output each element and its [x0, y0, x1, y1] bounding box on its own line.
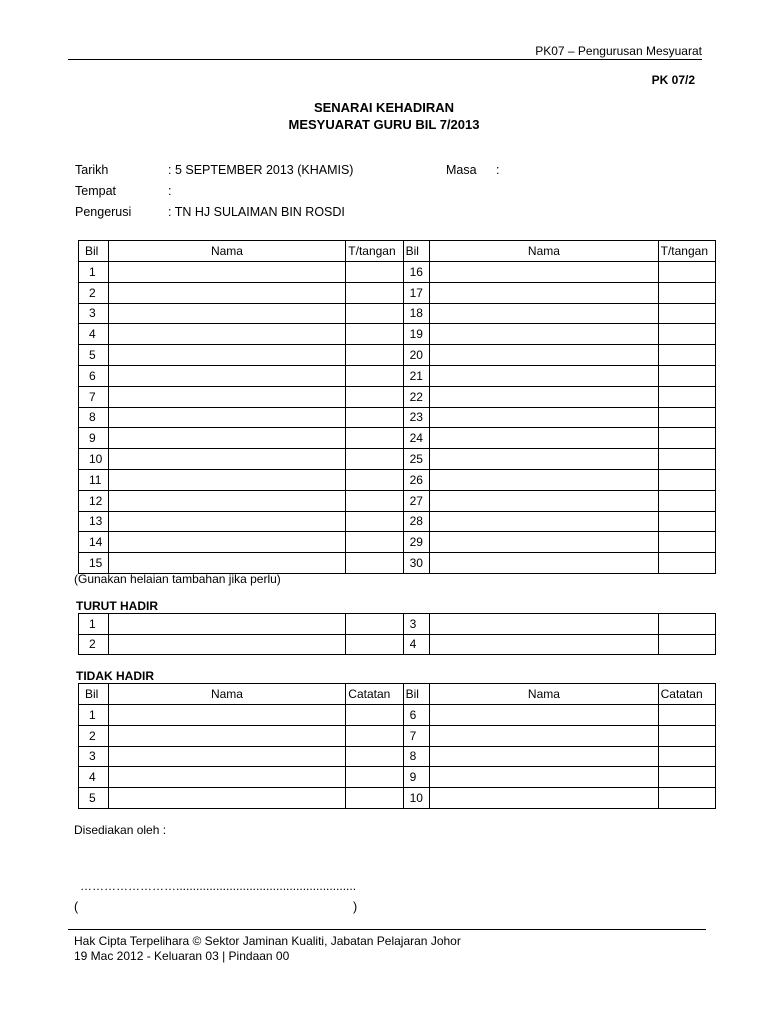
- signature-cell[interactable]: [658, 553, 715, 574]
- row-number-left: 13: [79, 511, 109, 532]
- masa-label: Masa: [446, 163, 477, 177]
- signature-cell[interactable]: [658, 511, 715, 532]
- row-number-left: 7: [79, 386, 109, 407]
- signature-cell[interactable]: [658, 469, 715, 490]
- name-cell[interactable]: [108, 490, 346, 511]
- header-ttangan: T/tangan: [658, 241, 715, 262]
- row-number-right: 19: [403, 324, 430, 345]
- name-cell[interactable]: [430, 386, 658, 407]
- row-number-right: 22: [403, 386, 430, 407]
- row-number-left: 11: [79, 469, 109, 490]
- table-row: [79, 407, 716, 428]
- row-number-right: 25: [403, 449, 430, 470]
- name-cell[interactable]: [430, 532, 658, 553]
- signature-cell[interactable]: [658, 262, 715, 283]
- signature-cell[interactable]: [346, 407, 403, 428]
- catatan-cell[interactable]: [658, 767, 715, 788]
- name-cell[interactable]: [108, 282, 346, 303]
- turut-hadir-table: [78, 613, 716, 655]
- name-cell[interactable]: [430, 511, 658, 532]
- row-number-left: 5: [79, 788, 109, 809]
- row-number-right: 16: [403, 262, 430, 283]
- row-number-left: 10: [79, 449, 109, 470]
- header-bil: Bil: [403, 241, 430, 262]
- row-number-right: 7: [403, 725, 430, 746]
- catatan-cell[interactable]: [346, 767, 403, 788]
- row-number-left: 1: [79, 262, 109, 283]
- row-number-left: 4: [79, 767, 109, 788]
- tempat-label: Tempat: [75, 184, 116, 198]
- row-number-left: 12: [79, 490, 109, 511]
- row-number-right: 10: [403, 788, 430, 809]
- name-cell[interactable]: [108, 532, 346, 553]
- signature-cell[interactable]: [346, 511, 403, 532]
- document-reference: PK07 – Pengurusan Mesyuarat: [535, 44, 702, 58]
- revision-text: 19 Mac 2012 - Keluaran 03 | Pindaan 00: [74, 949, 290, 963]
- name-cell[interactable]: [430, 490, 658, 511]
- row-number-right: 17: [403, 282, 430, 303]
- signature-cell[interactable]: [658, 532, 715, 553]
- catatan-cell[interactable]: [658, 788, 715, 809]
- header-divider: [68, 59, 702, 60]
- signature-cell[interactable]: [346, 262, 403, 283]
- name-cell[interactable]: [430, 705, 658, 726]
- turut-hadir-title: TURUT HADIR: [76, 599, 158, 613]
- signature-cell[interactable]: [346, 428, 403, 449]
- catatan-cell[interactable]: [346, 725, 403, 746]
- row-number-left: 8: [79, 407, 109, 428]
- table-row: [79, 634, 716, 655]
- row-number-right: 29: [403, 532, 430, 553]
- row-number-right: 3: [403, 614, 430, 635]
- signature-cell[interactable]: [346, 282, 403, 303]
- row-number-right: 26: [403, 469, 430, 490]
- header-catatan: Catatan: [346, 684, 403, 705]
- table-row: [79, 614, 716, 635]
- signature-cell[interactable]: [658, 282, 715, 303]
- table-row: [79, 303, 716, 324]
- table-row: [79, 365, 716, 386]
- tidak-hadir-table: [78, 683, 716, 809]
- pengerusi-value: : TN HJ SULAIMAN BIN ROSDI: [168, 205, 345, 219]
- name-cell[interactable]: [108, 449, 346, 470]
- table-row: [79, 282, 716, 303]
- row-number-right: 20: [403, 345, 430, 366]
- attendance-table: [78, 240, 716, 574]
- name-cell[interactable]: [108, 511, 346, 532]
- name-paren-open: (: [74, 900, 79, 914]
- signature-cell[interactable]: [658, 324, 715, 345]
- header-nama: Nama: [108, 684, 346, 705]
- name-cell[interactable]: [108, 428, 346, 449]
- signature-cell[interactable]: [346, 490, 403, 511]
- table-row: [79, 469, 716, 490]
- row-number-right: 18: [403, 303, 430, 324]
- table-row: [79, 324, 716, 345]
- name-cell[interactable]: [108, 365, 346, 386]
- row-number-right: 23: [403, 407, 430, 428]
- signature-cell[interactable]: [346, 532, 403, 553]
- row-number-left: 4: [79, 324, 109, 345]
- form-code: PK 07/2: [651, 73, 695, 87]
- name-cell[interactable]: [430, 788, 658, 809]
- row-number-left: 2: [79, 282, 109, 303]
- signature-cell[interactable]: [346, 614, 403, 635]
- name-cell[interactable]: [430, 303, 658, 324]
- header-bil: Bil: [79, 684, 109, 705]
- catatan-cell[interactable]: [346, 705, 403, 726]
- table-row: [79, 532, 716, 553]
- catatan-cell[interactable]: [658, 705, 715, 726]
- row-number-right: 9: [403, 767, 430, 788]
- signature-cell[interactable]: [658, 407, 715, 428]
- name-cell[interactable]: [108, 345, 346, 366]
- signature-cell[interactable]: [658, 614, 715, 635]
- name-cell[interactable]: [430, 407, 658, 428]
- pengerusi-label: Pengerusi: [75, 205, 132, 219]
- header-bil: Bil: [403, 684, 430, 705]
- signature-cell[interactable]: [346, 303, 403, 324]
- header-ttangan: T/tangan: [346, 241, 403, 262]
- name-cell[interactable]: [108, 725, 346, 746]
- signature-cell[interactable]: [346, 365, 403, 386]
- header-bil: Bil: [79, 241, 109, 262]
- row-number-left: 3: [79, 303, 109, 324]
- name-cell[interactable]: [108, 324, 346, 345]
- tarikh-value: : 5 SEPTEMBER 2013 (KHAMIS): [168, 163, 354, 177]
- table-row: [79, 490, 716, 511]
- signature-cell[interactable]: [658, 449, 715, 470]
- masa-value: :: [496, 163, 500, 177]
- name-cell[interactable]: [430, 324, 658, 345]
- name-cell[interactable]: [108, 553, 346, 574]
- header-catatan: Catatan: [658, 684, 715, 705]
- header-nama: Nama: [430, 241, 658, 262]
- tidak-hadir-title: TIDAK HADIR: [76, 669, 154, 683]
- signature-cell[interactable]: [658, 303, 715, 324]
- header-nama: Nama: [430, 684, 658, 705]
- name-cell[interactable]: [108, 262, 346, 283]
- signature-cell[interactable]: [658, 634, 715, 655]
- row-number-left: 3: [79, 746, 109, 767]
- signature-cell[interactable]: [346, 553, 403, 574]
- signature-cell[interactable]: [346, 345, 403, 366]
- row-number-left: 1: [79, 614, 109, 635]
- name-cell[interactable]: [430, 634, 658, 655]
- name-cell[interactable]: [108, 746, 346, 767]
- name-cell[interactable]: [108, 788, 346, 809]
- name-cell[interactable]: [108, 705, 346, 726]
- extra-sheet-note: (Gunakan helaian tambahan jika perlu): [74, 572, 281, 586]
- tarikh-label: Tarikh: [75, 163, 109, 177]
- row-number-right: 28: [403, 511, 430, 532]
- name-cell[interactable]: [430, 365, 658, 386]
- row-number-left: 9: [79, 428, 109, 449]
- name-cell[interactable]: [430, 725, 658, 746]
- row-number-right: 8: [403, 746, 430, 767]
- name-cell[interactable]: [108, 303, 346, 324]
- row-number-left: 14: [79, 532, 109, 553]
- table-row: [79, 705, 716, 726]
- table-row: [79, 345, 716, 366]
- footer-divider: [68, 929, 706, 930]
- catatan-cell[interactable]: [658, 725, 715, 746]
- row-number-left: 15: [79, 553, 109, 574]
- table-row: [79, 511, 716, 532]
- name-cell[interactable]: [108, 767, 346, 788]
- name-cell[interactable]: [430, 345, 658, 366]
- row-number-right: 21: [403, 365, 430, 386]
- table-row: [79, 449, 716, 470]
- name-cell[interactable]: [430, 428, 658, 449]
- row-number-right: 24: [403, 428, 430, 449]
- name-cell[interactable]: [108, 634, 346, 655]
- row-number-right: 6: [403, 705, 430, 726]
- header-nama: Nama: [108, 241, 346, 262]
- row-number-left: 6: [79, 365, 109, 386]
- signature-cell[interactable]: [658, 490, 715, 511]
- signature-cell[interactable]: [658, 345, 715, 366]
- form-title: SENARAI KEHADIRAN: [313, 100, 455, 115]
- table-row: [79, 788, 716, 809]
- catatan-cell[interactable]: [346, 746, 403, 767]
- name-cell[interactable]: [108, 614, 346, 635]
- table-row: [79, 428, 716, 449]
- name-cell[interactable]: [430, 469, 658, 490]
- signature-line: ……………………......................................................: [80, 879, 357, 893]
- name-cell[interactable]: [430, 614, 658, 635]
- name-cell[interactable]: [108, 469, 346, 490]
- table-row: [79, 262, 716, 283]
- row-number-right: 4: [403, 634, 430, 655]
- row-number-left: 5: [79, 345, 109, 366]
- name-cell[interactable]: [430, 262, 658, 283]
- catatan-cell[interactable]: [346, 788, 403, 809]
- table-row: [79, 386, 716, 407]
- signature-cell[interactable]: [658, 428, 715, 449]
- row-number-left: 1: [79, 705, 109, 726]
- name-cell[interactable]: [430, 767, 658, 788]
- name-cell[interactable]: [430, 553, 658, 574]
- signature-cell[interactable]: [346, 324, 403, 345]
- name-cell[interactable]: [430, 746, 658, 767]
- name-cell[interactable]: [430, 282, 658, 303]
- row-number-left: 2: [79, 725, 109, 746]
- table-row: [79, 746, 716, 767]
- row-number-right: 30: [403, 553, 430, 574]
- name-cell[interactable]: [108, 407, 346, 428]
- copyright-text: Hak Cipta Terpelihara © Sektor Jaminan Kualiti, Jabatan Pelajaran Johor: [74, 934, 461, 948]
- signature-cell[interactable]: [658, 365, 715, 386]
- table-row: [79, 553, 716, 574]
- signature-cell[interactable]: [346, 386, 403, 407]
- table-row: [79, 725, 716, 746]
- signature-cell[interactable]: [346, 634, 403, 655]
- name-cell[interactable]: [108, 386, 346, 407]
- signature-cell[interactable]: [658, 386, 715, 407]
- name-cell[interactable]: [430, 449, 658, 470]
- signature-cell[interactable]: [346, 469, 403, 490]
- table-row: [79, 767, 716, 788]
- tempat-value: :: [168, 184, 172, 198]
- signature-cell[interactable]: [346, 449, 403, 470]
- row-number-right: 27: [403, 490, 430, 511]
- prepared-by-label: Disediakan oleh :: [74, 823, 167, 837]
- row-number-left: 2: [79, 634, 109, 655]
- meeting-title: MESYUARAT GURU BIL 7/2013: [288, 117, 480, 132]
- catatan-cell[interactable]: [658, 746, 715, 767]
- name-paren-close: ): [353, 900, 358, 914]
